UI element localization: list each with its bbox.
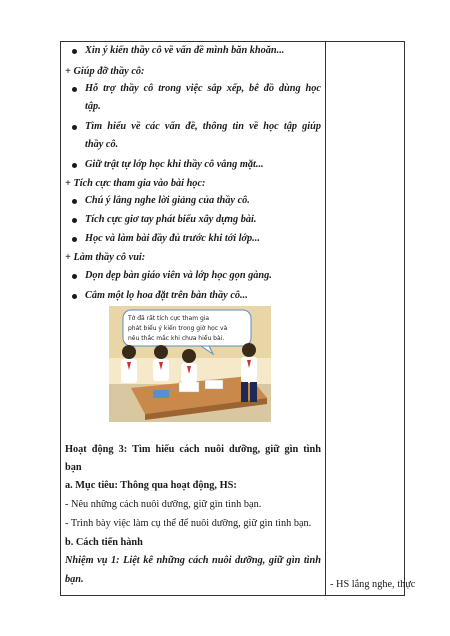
bullet-item: Tích cực giơ tay phát biểu xây dựng bài. [85,214,257,225]
bullet-item: Xin ý kiến thầy cô về vấn đề mình băn khoăn... [85,45,285,56]
bullet [72,274,77,279]
speech-line: phát biểu ý kiến trong giờ học và [128,325,228,332]
section-heading: + Tích cực tham gia vào bài học: [65,178,206,189]
teacher-column [61,42,325,595]
task-title: Nhiệm vụ 1: Liệt kê những cách nuôi dưỡng, giữ gìn tình [65,555,321,566]
method-heading: b. Cách tiến hành [65,537,143,548]
bullet-item: Tìm hiểu về các vấn đề, thông tin về học tập giúp [85,121,321,132]
task-title-cont: bạn. [65,574,84,585]
bullet-item: Giữ trật tự lớp học khi thầy cô vắng mặt... [85,159,264,170]
bullet [72,294,77,299]
bullet [72,87,77,92]
bullet [72,163,77,168]
bullet-item-cont: tập. [85,101,101,112]
bullet-item: Hỗ trợ thầy cô trong việc sắp xếp, bê đồ dùng học [85,83,321,94]
classroom-illustration [109,306,271,422]
section-heading: + Làm thầy cô vui: [65,252,146,263]
activity-title: Hoạt động 3: Tìm hiểu cách nuôi dưỡng, giữ gìn tình [65,444,321,455]
lesson-table [60,41,416,596]
bullet-item-cont: thầy cô. [85,139,119,150]
bullet [72,218,77,223]
goal-heading: a. Mục tiêu: Thông qua hoạt động, HS: [65,480,237,491]
section-heading: + Giúp đỡ thầy cô: [65,66,145,77]
bullet [72,125,77,130]
bullet-item: Học và làm bài đầy đủ trước khi tới lớp... [85,233,260,244]
goal-item: - Trình bày việc làm cụ thể để nuôi dưỡng, giữ gìn tình bạn. [65,518,312,529]
student-column [326,42,416,595]
bullet [72,49,77,54]
student-note: - HS lắng nghe, thực [330,579,416,590]
speech-line: nêu thắc mắc khi chưa hiểu bài. [128,335,225,342]
activity-title-cont: bạn [65,462,82,473]
goal-item: - Nêu những cách nuôi dưỡng, giữ gìn tình bạn. [65,499,262,510]
bullet [72,199,77,204]
bullet-item: Dọn dẹp bàn giáo viên và lớp học gọn gàng. [85,270,272,281]
speech-line: Tớ đã rất tích cực tham gia [128,315,210,322]
bullet-item: Chú ý lắng nghe lời giảng của thầy cô. [85,195,250,206]
bullet-item: Cắm một lọ hoa đặt trên bàn thầy cô... [85,290,248,301]
bullet [72,237,77,242]
